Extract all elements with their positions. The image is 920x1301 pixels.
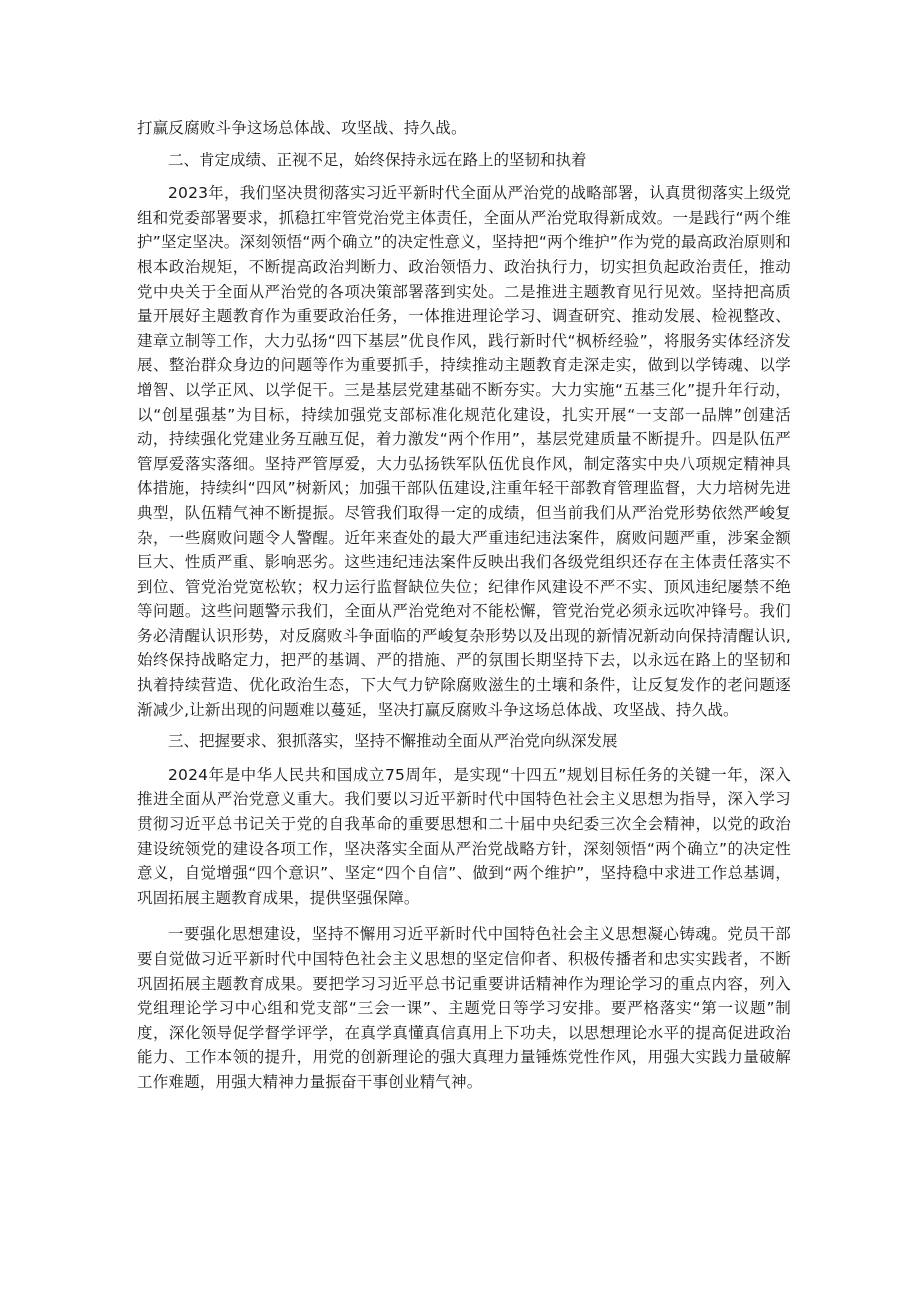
- paragraph-continuation: 打赢反腐败斗争这场总体战、攻坚战、持久战。: [137, 119, 467, 137]
- paragraph-2024-goals: 2024年是中华人民共和国成立75周年，是实现“十四五”规划目标任务的关键一年，深入推进全面从严治党意义重大。我们要以习近平新时代中国特色社会主义思想为指导，深入学习贯彻习近平总书记关于党的自我革命的重要思想和二十届中央纪委三次全会精神，以党的政治建设统领党的建设各项工作，坚决落实全面从严治党战略方针，深刻领悟“两个确立”的决定性意义，自觉增强“四个意识”、坚定“四个自信”、做到“两个维护”，坚持稳中求进工作总基调，巩固拓展主题教育成果，提供坚强保障。: [137, 765, 791, 907]
- section-heading-three: 三、把握要求、狠抓落实，坚持不懈推动全面从严治党向纵深发展: [168, 732, 618, 751]
- section-heading-two: 二、肯定成绩、正视不足，始终保持永远在路上的坚韧和执着: [168, 150, 587, 169]
- paragraph-achievements: 2023年，我们坚决贯彻落实习近平新时代全面从严治党的战略部署，认真贯彻落实上级党组和党委部署要求，抓稳扛牢管党治党主体责任，全面从严治党取得新成效。一是践行“两个维护”坚定坚决。深刻领悟“两个确立”的决定性意义，坚持把“两个维护”作为党的最高政治原则和根本政治规矩，不断提高政治判断力、政治领悟力、政治执行力，切实担负起政治责任，推动党中央关于全面从严治党的各项决策部署落到实处。二是推进主题教育见行见效。坚持把高质量开展好主题教育作为重要政治任务，一体推进理论学习、调查研究、推动发展、检视整改、建章立制等工作，大力弘扬“四下基层”优良作风，践行新时代“枫桥经验”，将服务实体经济发展、整治群众身边的问题等作为重要抓手，持续推动主题教育走深走实，做到以学铸魂、以学增智、以学正风、以学促干。三是基层党建基础不断夯实。大力实施“五基三化”提升年行动，以“创星强基”为目标，持续加强党支部标准化规范化建设，扎实开展“一支部一品牌”创建活动，持续强化党建业务互融互促，着力激发“两个作用”，基层党建质量不断提升。四是队伍严管厚爱落实落细。坚持严管厚爱，大力弘扬铁军队伍优良作风，制定落实中央八项规定精神具体措施，持续纠“四风”树新风；加强干部队伍建设,注重年轻干部教育管理监督，大力培树先进典型，队伍精气神不断提振。尽管我们取得一定的成绩，但当前我们从严治党形势依然严峻复杂，一些腐败问题令人警醒。近年来查处的最大严重违纪违法案件，腐败问题严重，涉案金额巨大、性质严重、影响恶劣。这些违纪违法案件反映出我们各级党组织还存在主体责任落实不到位、管党治党宽松软；权力运行监督缺位失位；纪律作风建设不严不实、顶风违纪屡禁不绝等问题。这些问题警示我们，全面从严治党绝对不能松懈，管党治党必须永远吹冲锋号。我们务必清醒认识形势，对反腐败斗争面临的严峻复杂形势以及出现的新情况新动向保持清醒认识,始终保持战略定力，把严的基调、严的措施、严的氛围长期坚持下去，以永远在路上的坚韧和执着持续营造、优化政治生态，下大气力铲除腐败滋生的土壤和条件，让反复发作的老问题逐渐减少,让新出现的问题难以蔓延，坚决打赢反腐败斗争这场总体战、攻坚战、持久战。: [137, 184, 791, 719]
- document-page: [137, 116, 791, 1095]
- paragraph-ideological-building: 一要强化思想建设，坚持不懈用习近平新时代中国特色社会主义思想凝心铸魂。党员干部要自觉做习近平新时代中国特色社会主义思想的坚定信仰者、积极传播者和忠实实践者，不断巩固拓展主题教育成果。要把学习习近平总书记重要讲话精神作为理论学习的重点内容，列入党组理论学习中心组和党支部“三会一课”、主题党日等学习安排。要严格落实“第一议题”制度，深化领导促学督学评学，在真学真懂真信真用上下功夫，以思想理论水平的提高促进政治能力、工作本领的提升，用党的创新理论的强大真理力量锤炼党性作风，用强大实践力量破解工作难题，用强大精神力量振奋干事创业精气神。: [137, 925, 791, 1091]
